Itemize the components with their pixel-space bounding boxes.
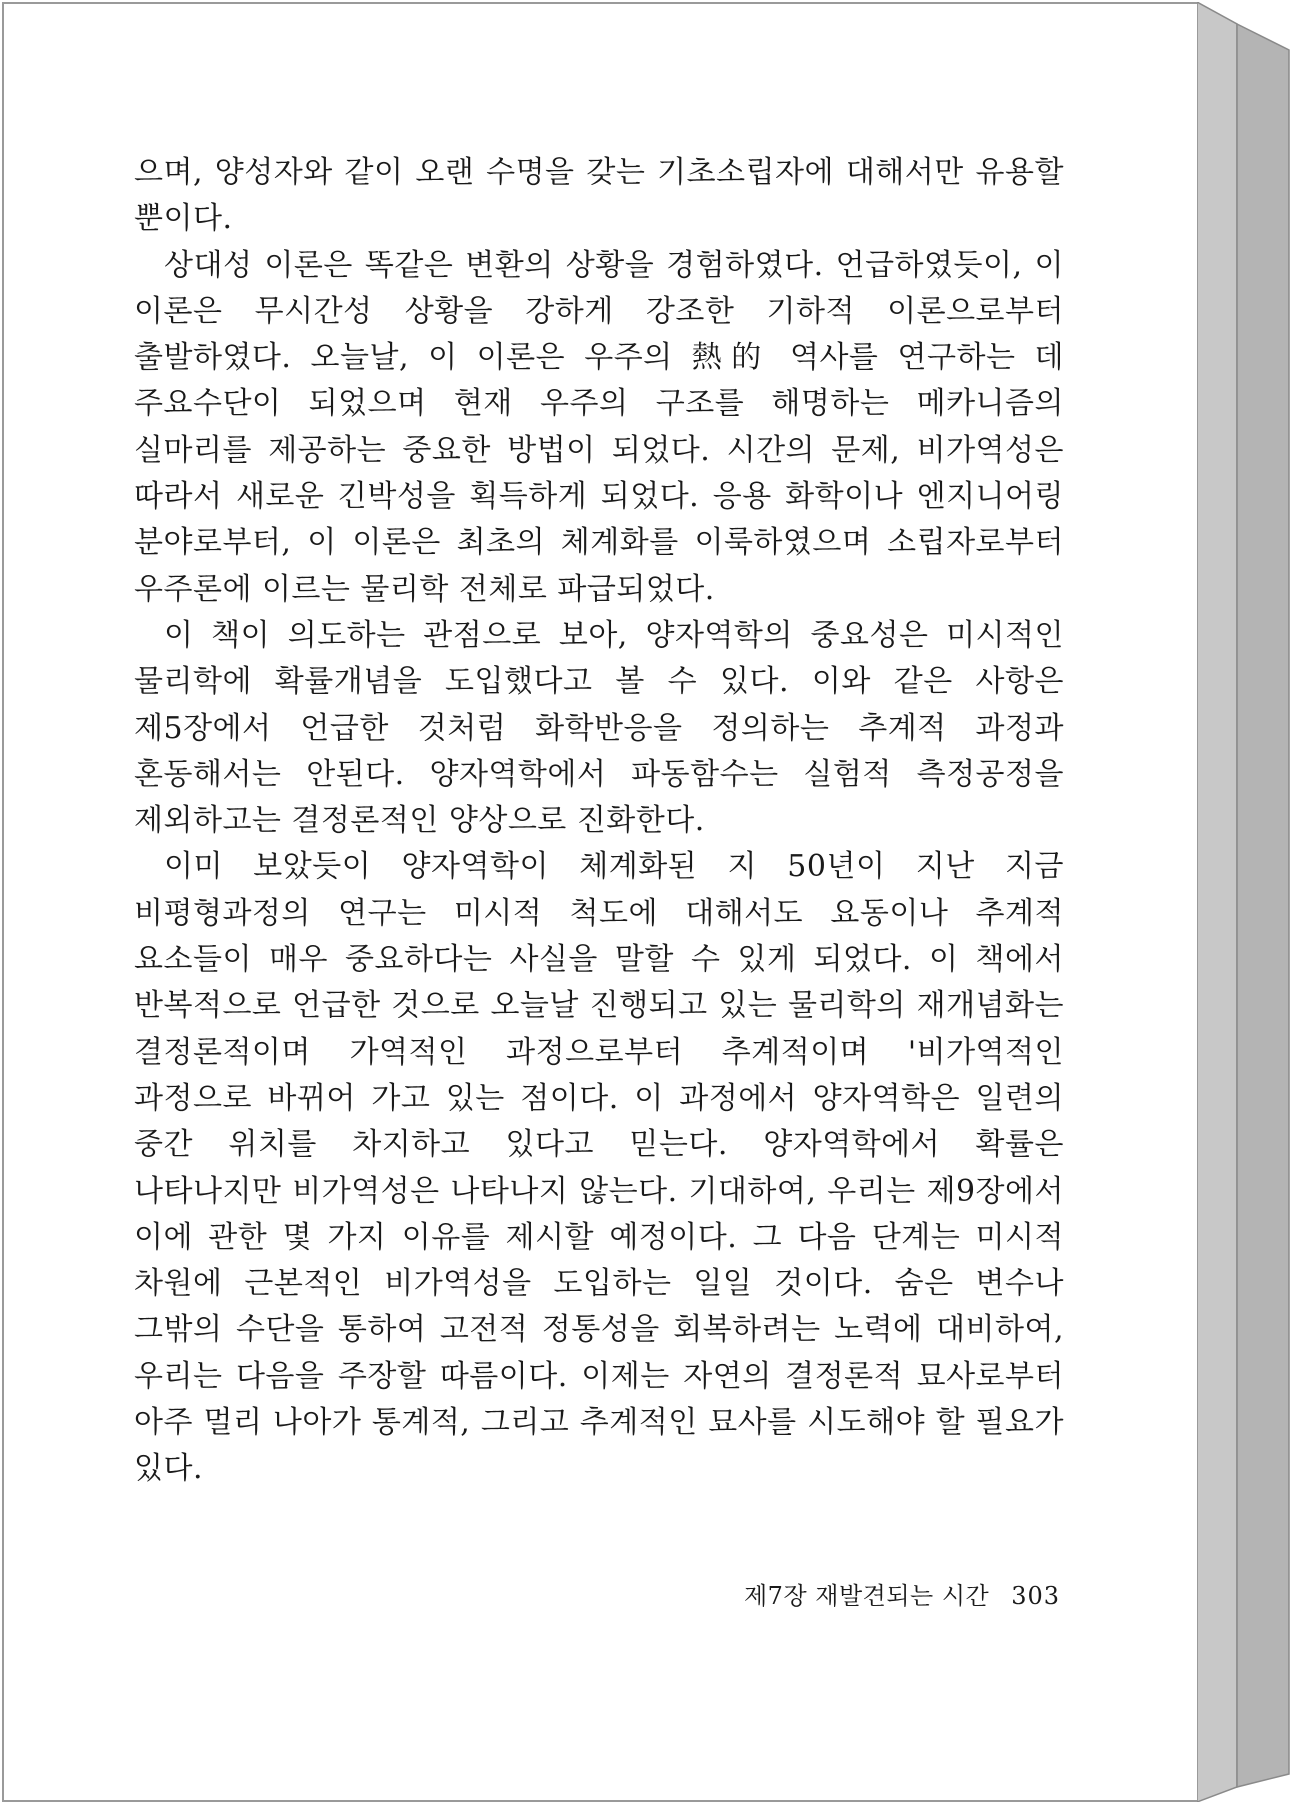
- paragraph-1: 으며, 양성자와 같이 오랜 수명을 갖는 기초소립자에 대해서만 유용할 뿐이다.: [134, 155, 1064, 237]
- chapter-title: 제7장 재발견되는 시간: [744, 1582, 990, 1610]
- paragraph-2: 상대성 이론은 똑같은 변환의 상황을 경험하였다. 언급하였듯이, 이 이론은 무시간성 상황을 강하게 강조한 기하적 이론으로부터 출발하였다. 오늘날, 이 이론은 우주의 熱的 역사를 연구하는 데 주요수단이 되었으며 현재 우주의 구조를 해명하는 메카니즘의 실마리를 제공하는 중요한 방법이 되었다. 시간의 문제, 비가역성은 따라서 새로운 긴박성을 획득하게 되었다. 응용 화학이나 엔지니어링 분야로부터, 이 이론은 최초의 체계화를 이룩하였으며 소립자로부터 우주론에 이르는 물리학 전체로 파급되었다.: [134, 247, 1064, 607]
- body-text: [134, 150, 1064, 1493]
- running-footer: [740, 1576, 1060, 1611]
- paragraph-4: 이미 보았듯이 양자역학이 체계화된 지 50년이 지난 지금 비평형과정의 연구는 미시적 척도에 대해서도 요동이나 추계적 요소들이 매우 중요하다는 사실을 말할 수 있게 되었다. 이 책에서 반복적으로 언급한 것으로 오늘날 진행되고 있는 물리학의 재개념화는 결정론적이며 가역적인 과정으로부터 추계적이며 '비가역적인 과정으로 바뀌어 가고 있는 점이다. 이 과정에서 양자역학은 일련의 중간 위치를 차지하고 있다고 믿는다. 양자역학에서 확률은 나타나지만 비가역성은 나타나지 않는다. 기대하여, 우리는 제9장에서 이에 관한 몇 가지 이유를 제시할 예정이다. 그 다음 단계는 미시적 차원에 근본적인 비가역성을 도입하는 일일 것이다. 숨은 변수나 그밖의 수단을 통하여 고전적 정통성을 회복하려는 노력에 대비하여, 우리는 다음을 주장할 따름이다. 이제는 자연의 결정론적 묘사로부터 아주 멀리 나아가 통계적, 그리고 추계적인 묘사를 시도해야 할 필요가 있다.: [134, 849, 1065, 1487]
- page-edge-shadow: [1197, 2, 1293, 1802]
- page-number: 303: [1011, 1582, 1060, 1610]
- paragraph-3: 이 책이 의도하는 관점으로 보아, 양자역학의 중요성은 미시적인 물리학에 확률개념을 도입했다고 볼 수 있다. 이와 같은 사항은 제5장에서 언급한 것처럼 화학반응을 정의하는 추계적 과정과 혼동해서는 안된다. 양자역학에서 파동함수는 실험적 측정공정을 제외하고는 결정론적인 양상으로 진화한다.: [134, 617, 1064, 839]
